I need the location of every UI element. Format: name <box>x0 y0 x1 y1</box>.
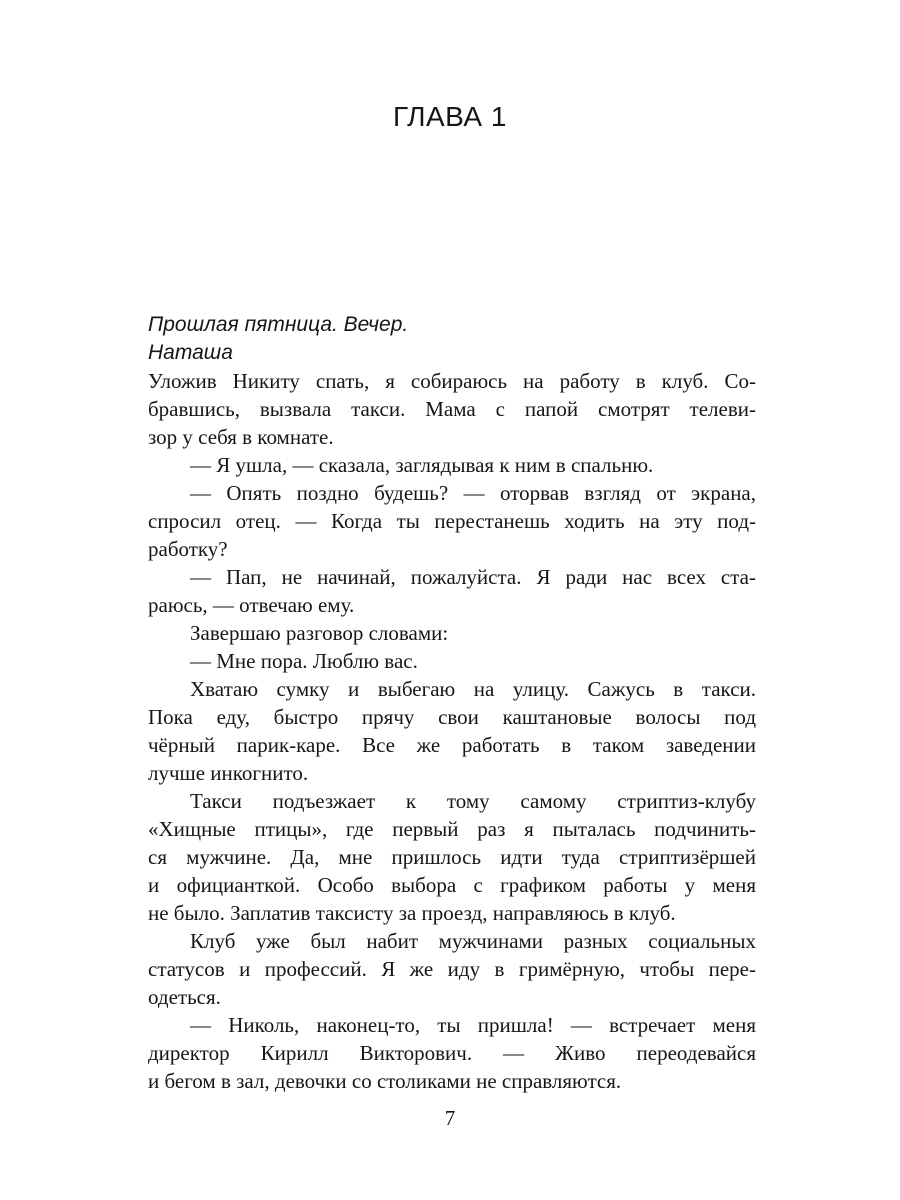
text-line: одеться. <box>148 985 221 1009</box>
text-line: директор Кирилл Викторович. — Живо переодевайся <box>148 1041 756 1065</box>
text-line: — Николь, наконец-то, ты пришла! — встречает меня <box>190 1013 756 1037</box>
text-line: Наташа <box>148 341 233 364</box>
paragraph <box>148 787 756 927</box>
page-number: 7 <box>444 1106 456 1130</box>
paragraph <box>148 339 756 367</box>
text-line: раюсь, — отвечаю ему. <box>148 593 355 617</box>
text-line: спросил отец. — Когда ты перестанешь ходить на эту под- <box>148 509 756 533</box>
paragraph <box>148 647 756 675</box>
paragraph <box>148 619 756 647</box>
paragraph <box>148 1011 756 1095</box>
text-line: бравшись, вызвала такси. Мама с папой смотрят телеви- <box>148 397 756 421</box>
text-line: — Пап, не начинай, пожалуйста. Я ради нас всех ста- <box>190 565 756 589</box>
text-line: Клуб уже был набит мужчинами разных социальных <box>190 929 756 953</box>
text-line: чёрный парик-каре. Все же работать в таком заведении <box>148 733 756 757</box>
text-line: работку? <box>148 537 228 561</box>
paragraph <box>148 367 756 451</box>
text-line: статусов и профессий. Я же иду в гримёрную, чтобы пере- <box>148 957 756 981</box>
chapter-title: ГЛАВА 1 <box>393 101 507 132</box>
text-line: не было. Заплатив таксисту за проезд, направляюсь в клуб. <box>148 901 676 925</box>
text-line: Прошлая пятница. Вечер. <box>148 313 409 336</box>
text-line: Пока еду, быстро прячу свои каштановые волосы под <box>148 705 756 729</box>
text-line: — Я ушла, — сказала, заглядывая к ним в спальню. <box>190 453 654 477</box>
body-text <box>148 311 756 1095</box>
text-line: — Мне пора. Люблю вас. <box>190 649 418 673</box>
text-line: Такси подъезжает к тому самому стриптиз-клубу <box>190 789 756 813</box>
text-line: лучше инкогнито. <box>148 761 309 785</box>
text-line: Уложив Никиту спать, я собираюсь на работу в клуб. Со- <box>148 369 756 393</box>
paragraph <box>148 927 756 1011</box>
text-line: и официанткой. Особо выбора с графиком работы у меня <box>148 873 756 897</box>
paragraph <box>148 479 756 563</box>
paragraph <box>148 311 756 339</box>
text-line: ся мужчине. Да, мне пришлось идти туда стриптизёршей <box>148 845 756 869</box>
text-line: — Опять поздно будешь? — оторвав взгляд от экрана, <box>190 481 756 505</box>
paragraph <box>148 451 756 479</box>
text-line: и бегом в зал, девочки со столиками не справляются. <box>148 1069 622 1093</box>
text-line: Хватаю сумку и выбегаю на улицу. Сажусь в такси. <box>190 677 756 701</box>
text-line: Завершаю разговор словами: <box>190 621 449 645</box>
text-line: зор у себя в комнате. <box>148 425 334 449</box>
paragraph <box>148 675 756 787</box>
text-line: «Хищные птицы», где первый раз я пыталась подчинить- <box>148 817 756 841</box>
paragraph <box>148 563 756 619</box>
